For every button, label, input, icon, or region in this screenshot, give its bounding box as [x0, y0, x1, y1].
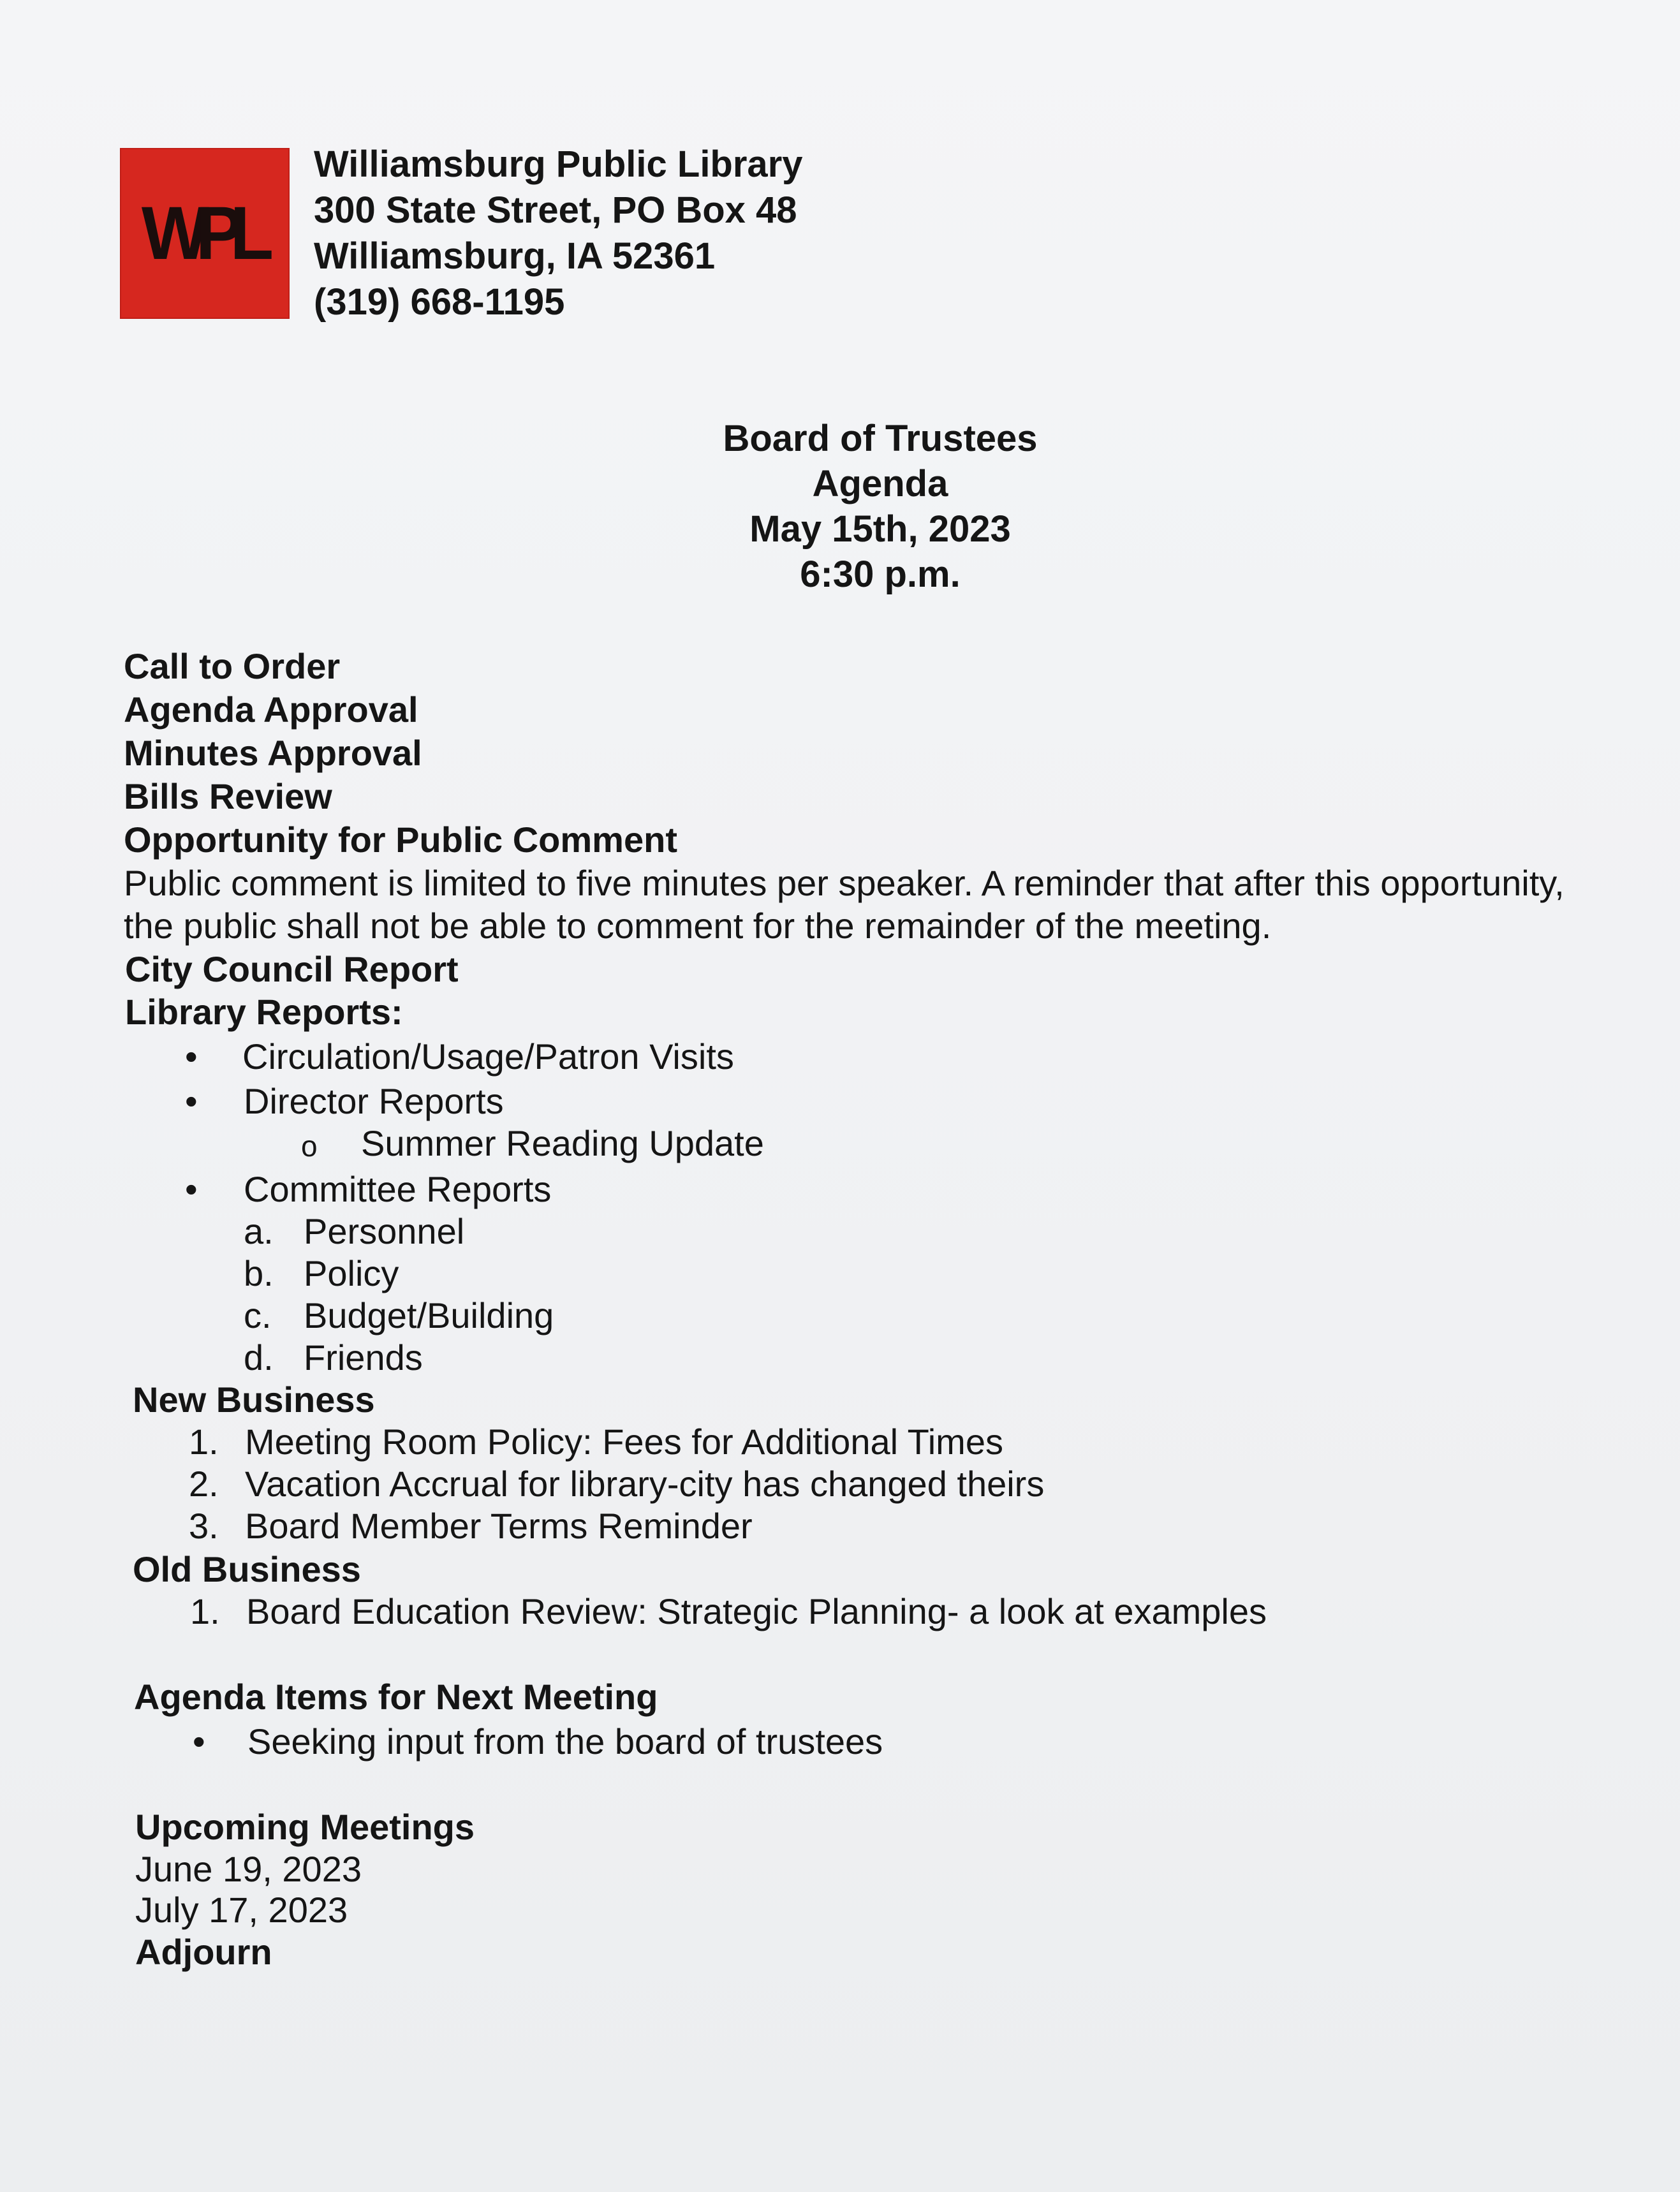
public-comment-text-line1: Public comment is limited to five minutes per speaker. A reminder that after this opportunity,: [124, 863, 1565, 903]
list-marker: a.: [244, 1211, 274, 1251]
bullet-icon: •: [185, 1036, 198, 1077]
old-business-item: Board Education Review: Strategic Planning- a look at examples: [246, 1591, 1267, 1631]
minutes-approval: Minutes Approval: [124, 733, 422, 773]
upcoming-date: July 17, 2023: [135, 1890, 348, 1930]
agenda-title-block: [638, 416, 1123, 597]
adjourn: Adjourn: [135, 1932, 272, 1972]
meeting-time: 6:30 p.m.: [800, 554, 961, 595]
library-name: Williamsburg Public Library: [314, 143, 803, 185]
call-to-order: Call to Order: [124, 646, 341, 686]
new-business-item: Meeting Room Policy: Fees for Additional Times: [245, 1422, 1003, 1462]
list-marker: 1.: [189, 1422, 219, 1462]
bullet-icon: •: [185, 1169, 198, 1209]
list-marker: b.: [244, 1253, 274, 1293]
list-marker: d.: [244, 1337, 274, 1378]
list-marker: 1.: [190, 1591, 220, 1631]
old-business-heading: Old Business: [133, 1549, 361, 1589]
new-business-item: Vacation Accrual for library-city has changed theirs: [245, 1464, 1045, 1504]
agenda-title: Agenda: [812, 463, 948, 504]
agenda-approval: Agenda Approval: [124, 689, 418, 730]
list-marker: 3.: [189, 1506, 219, 1546]
upcoming-date: June 19, 2023: [135, 1849, 362, 1889]
new-business-heading: New Business: [133, 1379, 375, 1420]
hollow-bullet-icon: o: [301, 1129, 318, 1163]
meeting-date: May 15th, 2023: [749, 508, 1011, 550]
report-director: Director Reports: [244, 1081, 504, 1121]
committee-item: Policy: [304, 1253, 399, 1293]
list-marker: 2.: [189, 1464, 219, 1504]
public-comment-text-line2: the public shall not be able to comment for the remainder of the meeting.: [124, 906, 1272, 946]
library-address-block: [314, 142, 803, 325]
library-street: 300 State Street, PO Box 48: [314, 189, 797, 231]
report-committee: Committee Reports: [244, 1169, 552, 1209]
public-comment-heading: Opportunity for Public Comment: [124, 820, 677, 860]
new-business-item: Board Member Terms Reminder: [245, 1506, 753, 1546]
committee-item: Budget/Building: [304, 1295, 554, 1335]
bills-review: Bills Review: [124, 776, 332, 816]
city-council-report: City Council Report: [125, 949, 459, 989]
report-circulation: Circulation/Usage/Patron Visits: [242, 1036, 734, 1077]
report-summer-reading: Summer Reading Update: [361, 1123, 764, 1163]
library-logo: [120, 148, 290, 319]
committee-item: Friends: [304, 1337, 423, 1378]
library-phone: (319) 668-1195: [314, 281, 565, 323]
list-marker: c.: [244, 1295, 272, 1335]
logo-text: WPL: [141, 191, 261, 276]
board-title: Board of Trustees: [723, 418, 1038, 459]
committee-item: Personnel: [304, 1211, 465, 1251]
bullet-icon: •: [185, 1081, 198, 1121]
next-meeting-item: Seeking input from the board of trustees: [247, 1721, 883, 1762]
bullet-icon: •: [193, 1721, 205, 1762]
library-city: Williamsburg, IA 52361: [314, 235, 716, 277]
library-reports-heading: Library Reports:: [125, 992, 403, 1032]
next-meeting-heading: Agenda Items for Next Meeting: [134, 1677, 658, 1717]
upcoming-meetings-heading: Upcoming Meetings: [135, 1807, 475, 1847]
